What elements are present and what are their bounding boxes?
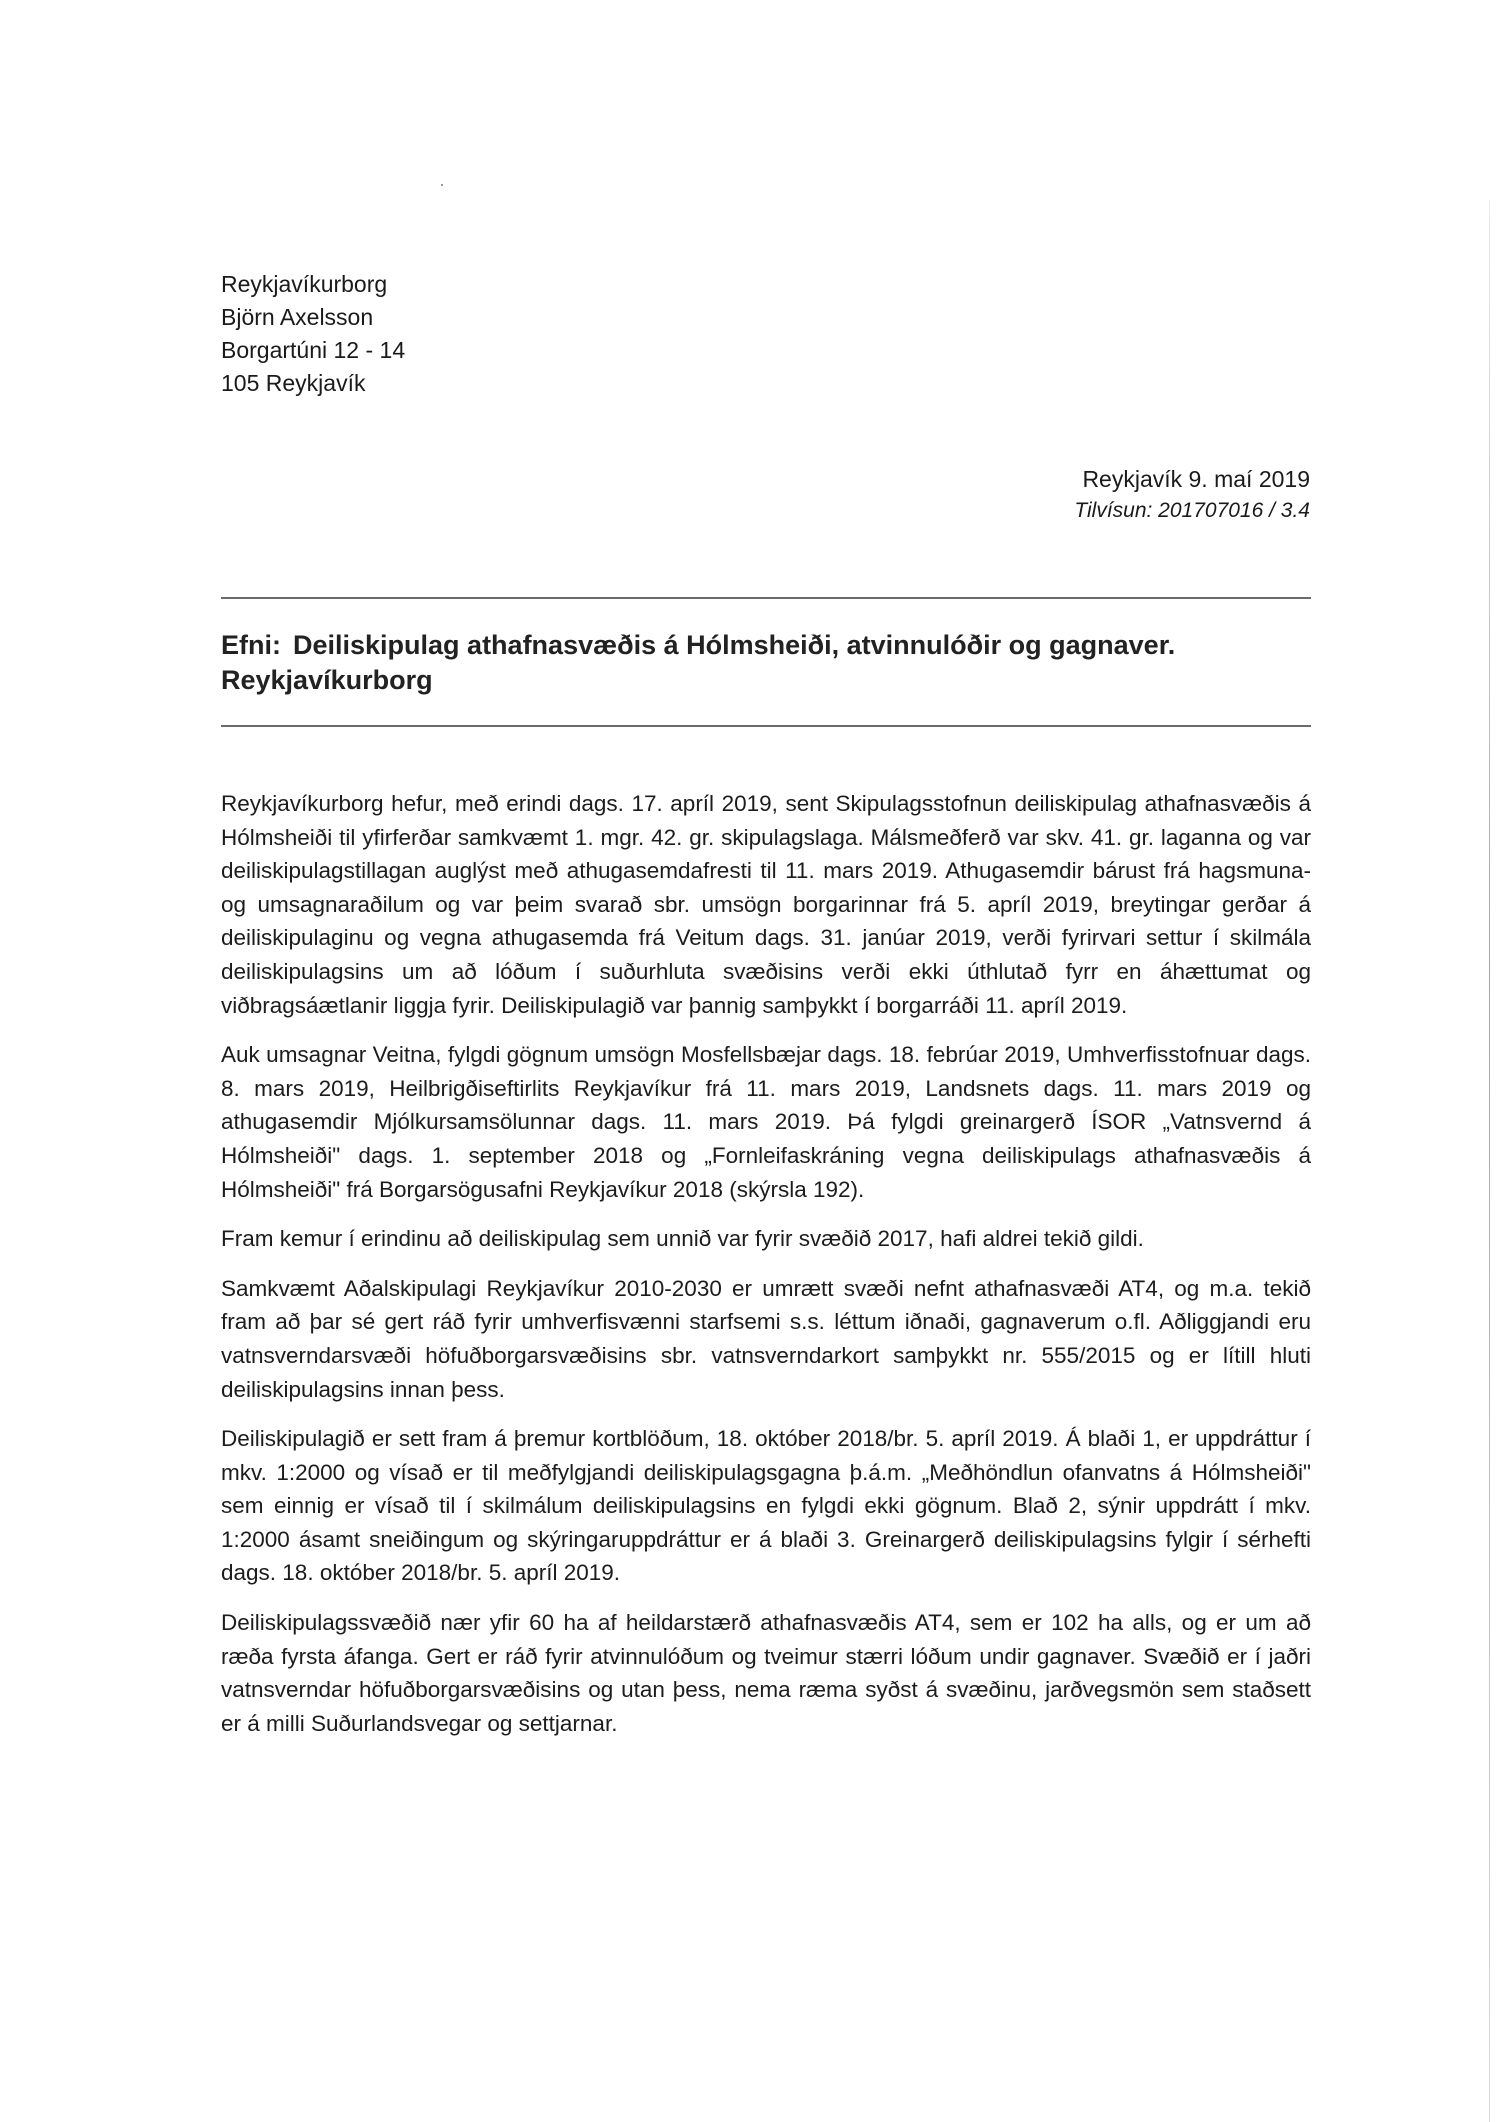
body-paragraph-4: Samkvæmt Aðalskipulagi Reykjavíkur 2010-2030 er umrætt svæði nefnt athafnasvæði AT4, og m.a. tekið fram að þar sé gert ráð fyrir umhverfisvænni starfsemi s.s. léttum iðnaði, gagnaverum o.fl. Aðliggjandi eru vatnsverndarsvæði höfuðborgarsvæðisins sbr. vatnsverndarkort samþykkt nr. 555/2015 og er lítill hluti deiliskipulagsins innan þess.: [221, 1275, 1311, 1402]
recipient-name: Björn Axelsson: [221, 304, 374, 330]
subject-line-2: Reykjavíkurborg: [221, 665, 433, 695]
subject-title: Deiliskipulag athafnasvæðis á Hólmsheiði, atvinnulóðir og gagnaver.: [293, 630, 1176, 660]
recipient-city: 105 Reykjavík: [221, 370, 366, 396]
recipient-organization: Reykjavíkurborg: [221, 271, 388, 297]
scan-edge-line: [1489, 200, 1490, 2122]
body-paragraph-1: Reykjavíkurborg hefur, með erindi dags. 17. apríl 2019, sent Skipulagsstofnun deiliskipulag athafnasvæðis á Hólmsheiði til yfirferðar samkvæmt 1. mgr. 42. gr. skipulagslaga. Málsmeðferð var skv. 41. gr. laganna og var deiliskipulagstillagan auglýst með athugasemdafresti til 11. mars 2019. Athugasemdir bárust frá hagsmuna- og umsagnaraðilum og var þeim svarað sbr. umsögn borgarinnar frá 5. apríl 2019, breytingar gerðar á deiliskipulaginu og vegna athugasemda frá Veitum dags. 31. janúar 2019, verði fyrirvari settur í skilmála deiliskipulagsins um að lóðum í suðurhluta svæðisins verði ekki úthlutað fyrr en áhættumat og viðbragsáætlanir liggja fyrir. Deiliskipulagið var þannig samþykkt í borgarráði 11. apríl 2019.: [221, 791, 1311, 1018]
letter-body: [221, 787, 1311, 1756]
scan-speck: [441, 184, 443, 186]
body-paragraph-6: Deiliskipulagssvæðið nær yfir 60 ha af heildarstærð athafnasvæðis AT4, sem er 102 ha alls, og er um að ræða fyrsta áfanga. Gert er ráð fyrir atvinnulóðum og tveimur stærri lóðum undir gagnaver. Svæðið er í jaðri vatnsverndar höfuðborgarsvæðisins og utan þess, nema ræma syðst á svæðinu, jarðvegsmön sem staðsett er á milli Suðurlandsvegar og settjarnar.: [221, 1610, 1311, 1736]
subject-top-rule: [221, 597, 1311, 599]
body-paragraph-3: Fram kemur í erindinu að deiliskipulag sem unnið var fyrir svæðið 2017, hafi aldrei tekið gildi.: [221, 1226, 1144, 1252]
subject-line-1: [221, 628, 1311, 663]
subject-label: Efni:: [221, 630, 281, 660]
reference-number: Tilvísun: 201707016 / 3.4: [1074, 499, 1310, 522]
subject-bottom-rule: [221, 725, 1311, 727]
place-date: Reykjavík 9. maí 2019: [1082, 466, 1310, 492]
recipient-address-block: [221, 268, 405, 400]
date-reference-block: [1074, 463, 1310, 526]
recipient-street: Borgartúni 12 - 14: [221, 337, 406, 363]
body-paragraph-2: Auk umsagnar Veitna, fylgdi gögnum umsögn Mosfellsbæjar dags. 18. febrúar 2019, Umhverfisstofnuar dags. 8. mars 2019, Heilbrigðiseftirlits Reykjavíkur frá 11. mars 2019, Landsnets dags. 11. mars 2019 og athugasemdir Mjólkursamsölunnar dags. 11. mars 2019. Þá fylgdi greinargerð ÍSOR „Vatnsvernd á Hólmsheiði" dags. 1. september 2018 og „Fornleifaskráning vegna deiliskipulags athafnasvæðis á Hólmsheiði" frá Borgarsögusafni Reykjavíkur 2018 (skýrsla 192).: [221, 1042, 1311, 1202]
subject-heading: [221, 628, 1311, 698]
body-paragraph-5: Deiliskipulagið er sett fram á þremur kortblöðum, 18. október 2018/br. 5. apríl 2019. Á blaði 1, er uppdráttur í mkv. 1:2000 og vísað er til meðfylgjandi deiliskipulagsgagna þ.á.m. „Meðhöndlun ofanvatns á Hólmsheiði" sem einnig er vísað til í skilmálum deiliskipulagsins en fylgdi ekki gögnum. Blað 2, sýnir uppdrátt í mkv. 1:2000 ásamt sneiðingum og skýringaruppdráttur er á blaði 3. Greinargerð deiliskipulagsins fylgir í sérhefti dags. 18. október 2018/br. 5. apríl 2019.: [221, 1426, 1311, 1586]
